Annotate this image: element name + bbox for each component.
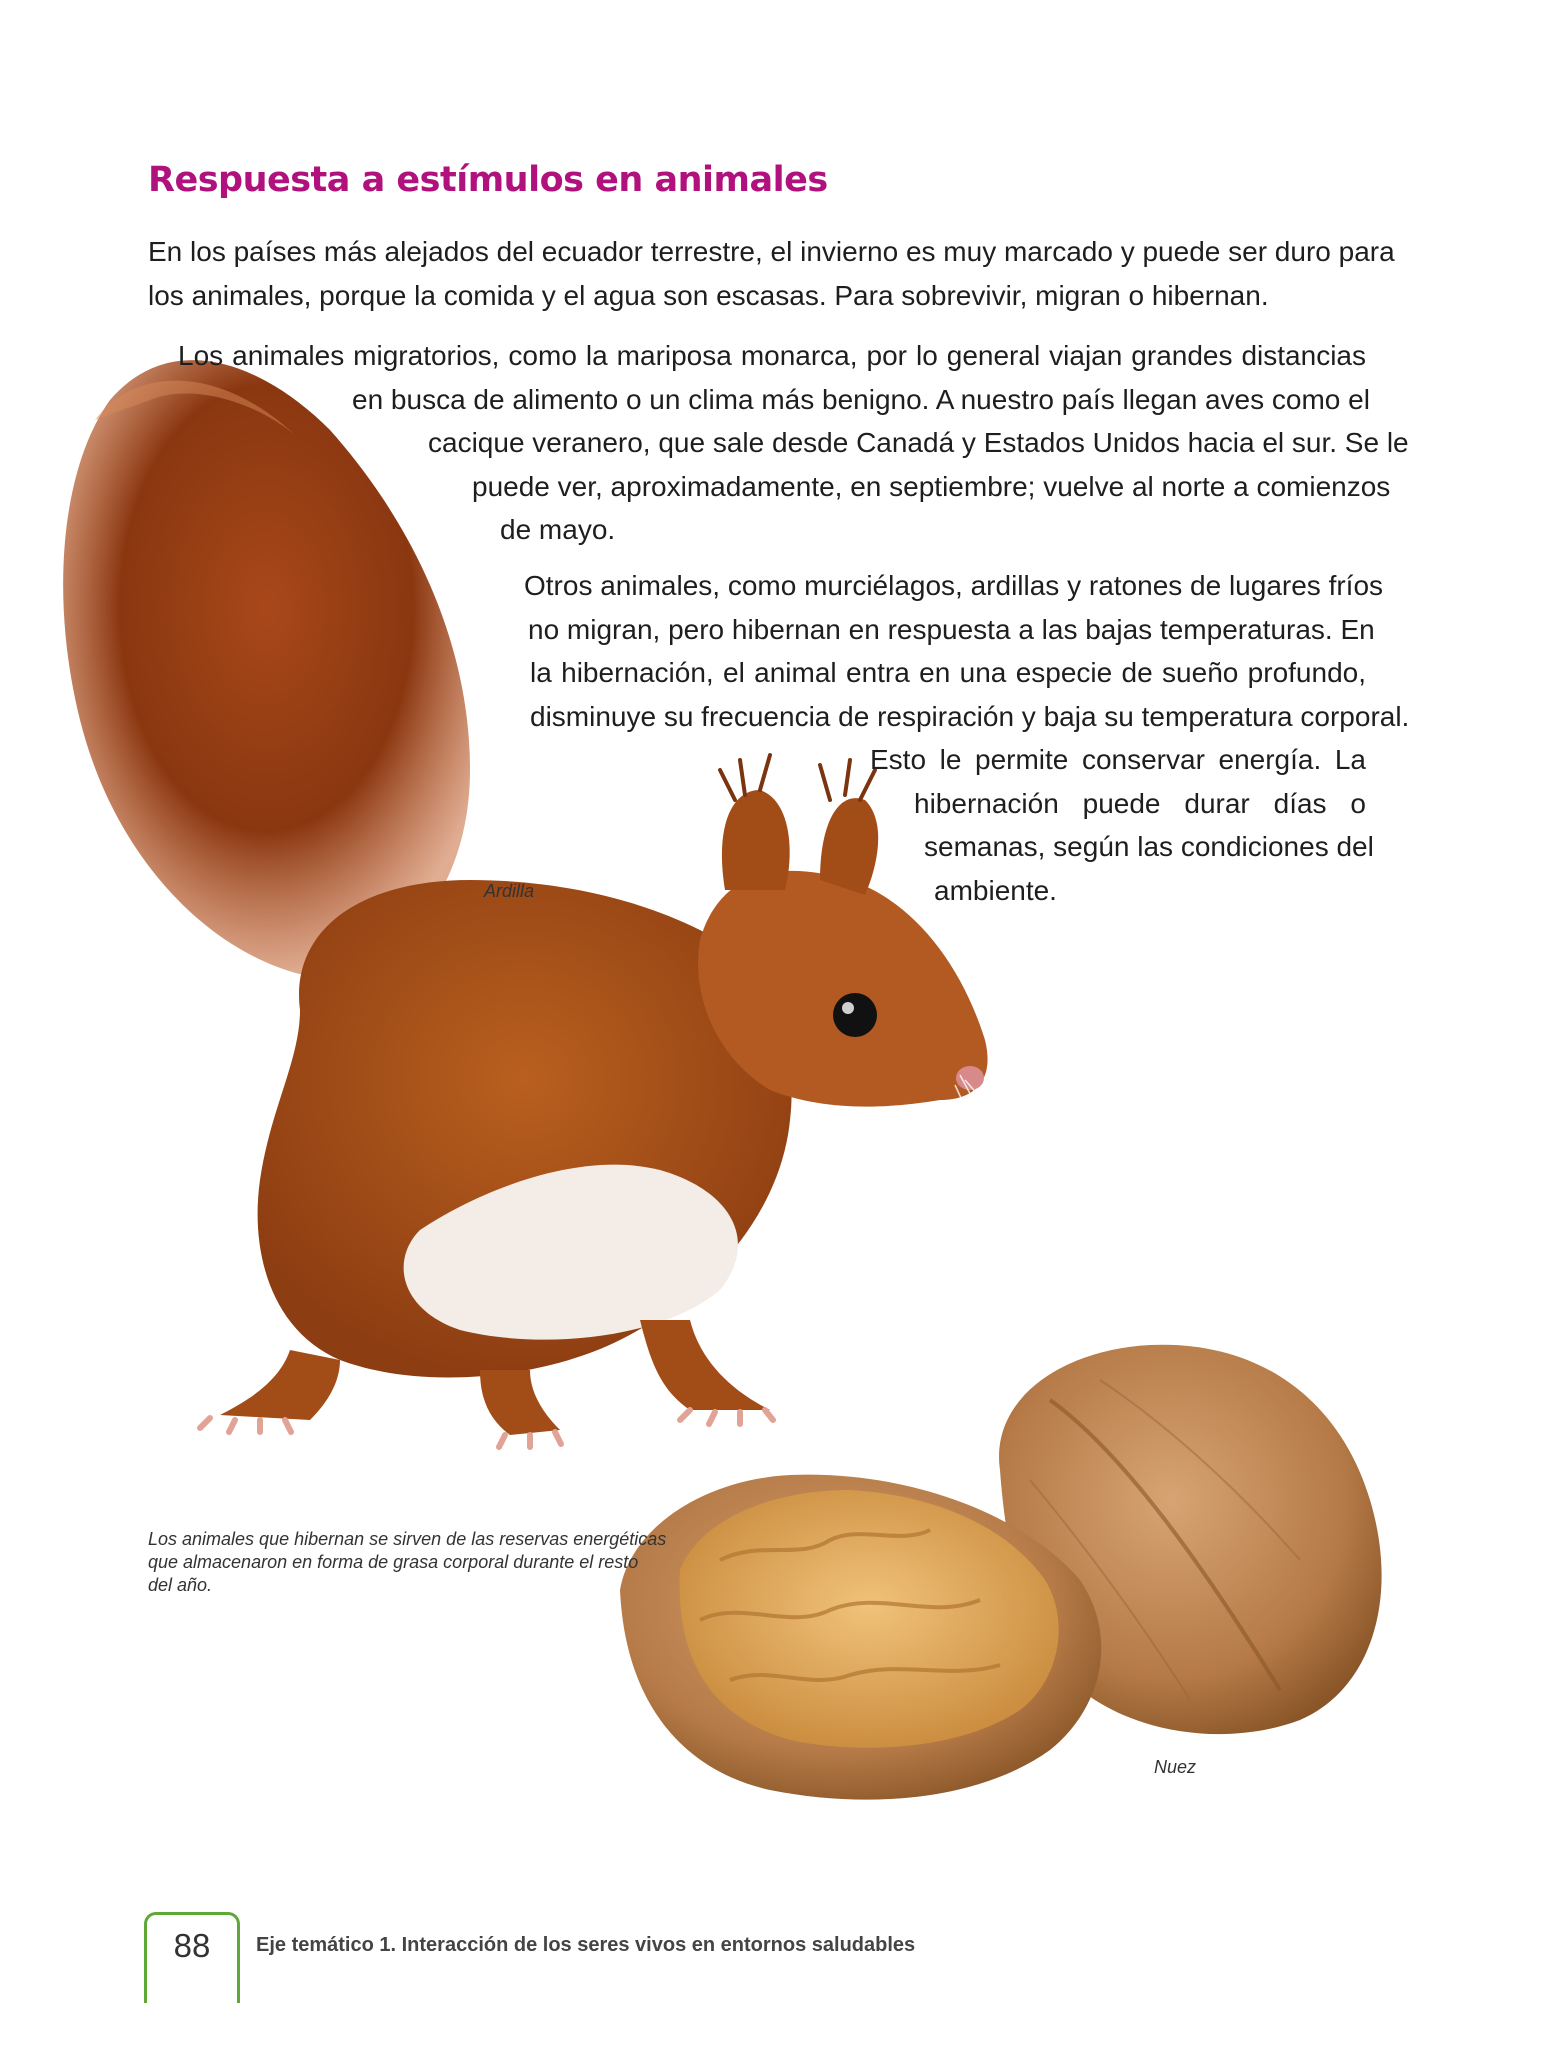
paragraph-line: hibernación puede durar días o <box>914 787 1366 819</box>
squirrel-eye <box>833 993 877 1037</box>
paragraph-line: En los países más alejados del ecuador terrestre, el invierno es muy marcado y puede ser duro para <box>148 236 1395 267</box>
walnut-image <box>620 1345 1382 1800</box>
caption-line: que almacenaron en forma de grasa corporal durante el resto <box>148 1552 639 1572</box>
paragraph-line: cacique veranero, que sale desde Canadá y Estados Unidos hacia el sur. Se le <box>428 427 1409 458</box>
paragraph-line: semanas, según las condiciones del <box>924 831 1374 862</box>
paragraph-line: en busca de alimento o un clima más benigno. A nuestro país llegan aves como el <box>352 383 1370 415</box>
walnut-caption: Nuez <box>1154 1757 1197 1777</box>
paragraph-line: de mayo. <box>500 514 616 545</box>
paragraph-line: la hibernación, el animal entra en una especie de sueño profundo, <box>530 657 1366 688</box>
page-number-box <box>144 1912 240 2003</box>
paragraph-line: ambiente. <box>934 874 1057 906</box>
paragraph-line: disminuye su frecuencia de respiración y baja su temperatura corporal. <box>530 700 1410 732</box>
page-number: 88 <box>173 1927 211 1964</box>
caption-line: del año. <box>148 1575 213 1595</box>
hibernation-caption <box>148 1528 668 1597</box>
paragraph-migration <box>0 334 1409 552</box>
paragraph-line: no migran, pero hibernan en respuesta a las bajas temperaturas. En <box>528 613 1375 645</box>
paragraph-hibernation <box>0 564 1410 912</box>
section-title: Respuesta a estímulos en animales <box>148 160 828 200</box>
paragraph-line: Los animales migratorios, como la mariposa monarca, por lo general viajan grandes distancias <box>178 340 1366 371</box>
footer-title: Eje temático 1. Interacción de los seres vivos en entornos saludables <box>256 1934 916 1956</box>
paragraph-line: los animales, porque la comida y el agua son escasas. Para sobrevivir, migran o hibernan. <box>148 279 1269 311</box>
caption-line: Los animales que hibernan se sirven de las reservas energéticas <box>148 1529 667 1549</box>
paragraph-intro <box>148 230 1395 317</box>
paragraph-line: Otros animales, como murciélagos, ardillas y ratones de lugares fríos <box>524 570 1384 601</box>
paragraph-line: Esto le permite conservar energía. La <box>870 744 1366 775</box>
paragraph-line: puede ver, aproximadamente, en septiembre; vuelve al norte a comienzos <box>472 470 1391 502</box>
squirrel-caption: Ardilla <box>484 881 535 901</box>
